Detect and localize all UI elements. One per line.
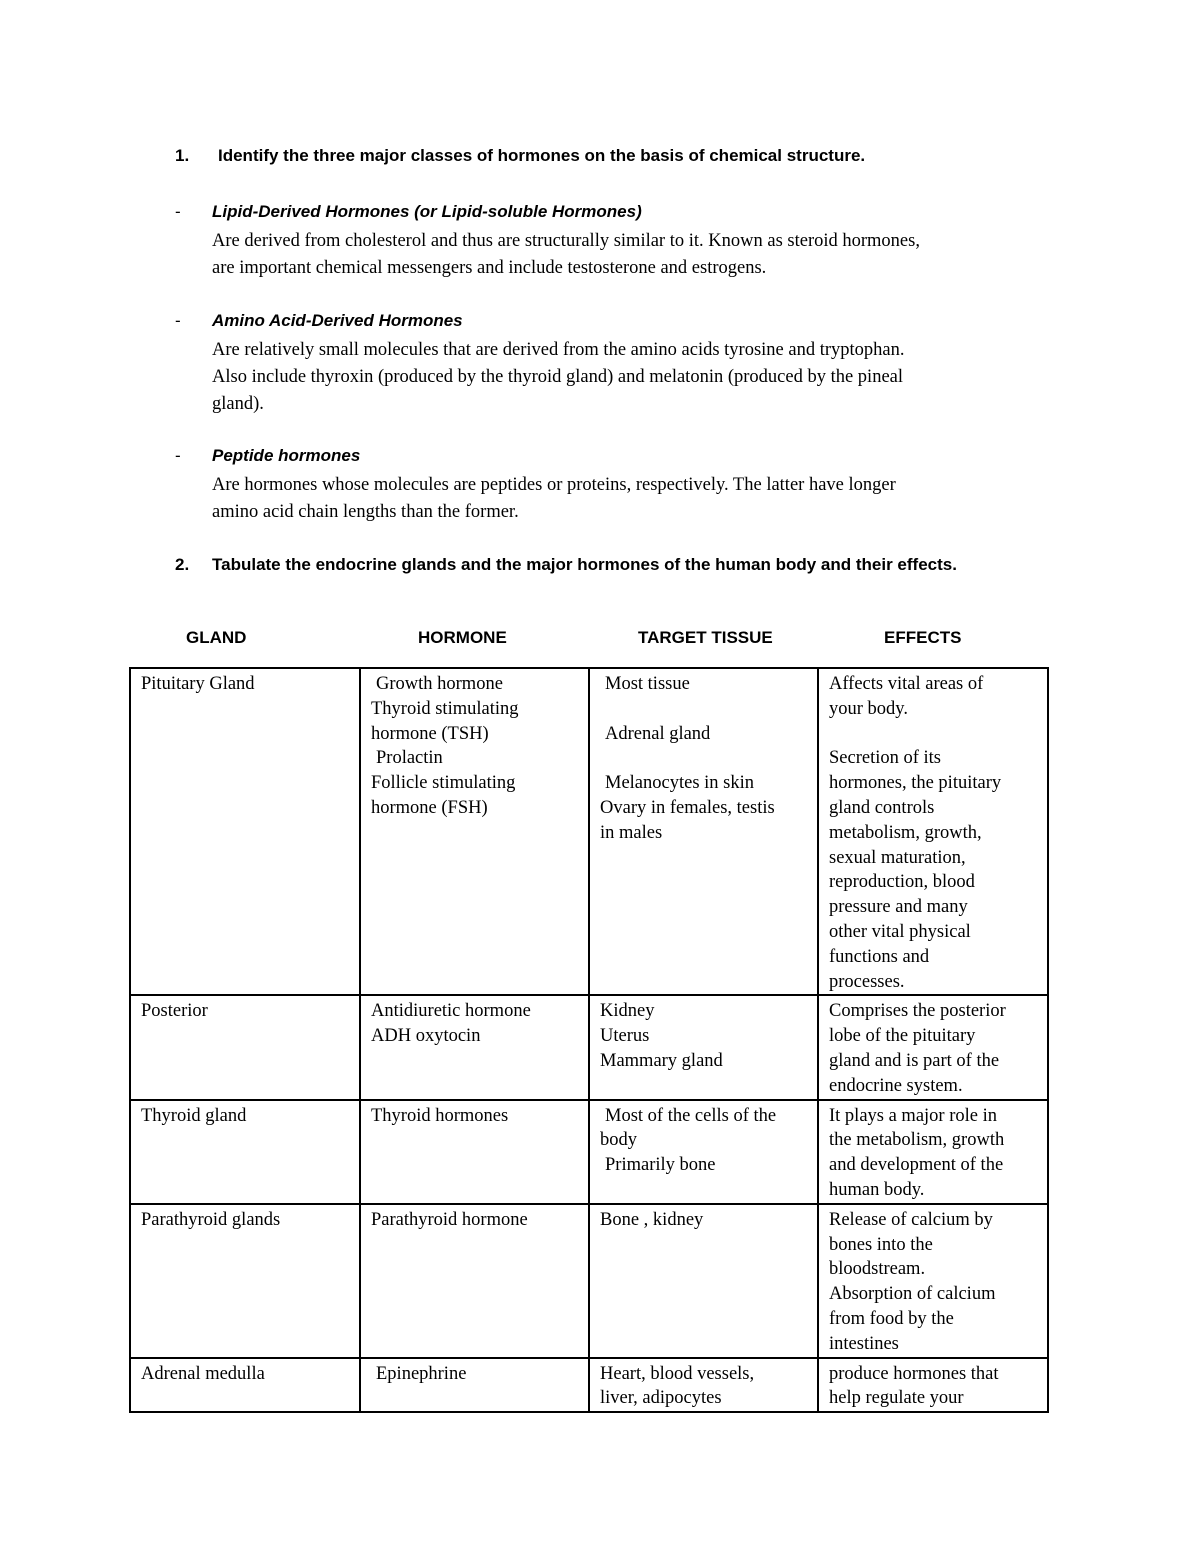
table-row — [130, 668, 1048, 995]
description-line: Are relatively small molecules that are derived from the amino acids tyrosine and tryptophan. — [212, 340, 905, 360]
cell-line: Follicle stimulating — [371, 773, 516, 794]
cell-line: Pituitary Gland — [141, 674, 255, 694]
cell-line: Mammary gland — [600, 1050, 723, 1071]
cell-effects — [818, 668, 1048, 995]
cell-line: Adrenal medulla — [141, 1363, 265, 1384]
cell-line: intestines — [829, 1333, 899, 1354]
cell-effects — [818, 1100, 1048, 1204]
cell-hormone — [360, 668, 589, 995]
cell-gland — [130, 1204, 360, 1358]
list-dash: - — [175, 311, 181, 330]
column-header-target-tissue: TARGET TISSUE — [638, 628, 773, 647]
cell-line: Melanocytes in skin — [605, 773, 755, 794]
class-heading: Amino Acid-Derived Hormones — [212, 311, 463, 330]
question-2-number: 2. — [175, 555, 190, 574]
cell-line: Parathyroid glands — [141, 1209, 281, 1230]
cell-line: Most tissue — [605, 674, 690, 694]
cell-line: reproduction, blood — [829, 872, 975, 893]
cell-line: hormone (FSH) — [371, 797, 488, 818]
endocrine-glands-table — [129, 667, 1049, 1413]
cell-effects — [818, 1358, 1048, 1413]
cell-line: Affects vital areas of — [829, 674, 984, 694]
cell-line: human body. — [829, 1179, 925, 1200]
cell-line: Primarily bone — [605, 1155, 716, 1176]
cell-line: and development of the — [829, 1155, 1004, 1176]
cell-hormone — [360, 1100, 589, 1204]
cell-line: hormones, the pituitary — [829, 773, 1002, 794]
cell-line: from food by the — [829, 1308, 954, 1329]
cell-line: Release of calcium by — [829, 1209, 993, 1230]
cell-line: functions and — [829, 946, 930, 967]
cell-line: your body. — [829, 698, 908, 719]
description-line: are important chemical messengers and include testosterone and estrogens. — [212, 258, 767, 278]
cell-effects — [818, 1204, 1048, 1358]
cell-line: Epinephrine — [376, 1363, 467, 1384]
cell-target-tissue — [589, 995, 818, 1099]
cell-line: Thyroid hormones — [371, 1105, 509, 1126]
class-description — [212, 337, 1062, 418]
table-row — [130, 995, 1048, 1099]
cell-line: Comprises the posterior — [829, 1001, 1006, 1022]
cell-line — [600, 697, 807, 722]
cell-line: in males — [600, 822, 663, 843]
cell-line: Kidney — [600, 1001, 655, 1022]
class-heading: Lipid-Derived Hormones (or Lipid-soluble Hormones) — [212, 202, 642, 221]
cell-line: processes. — [829, 971, 905, 992]
list-dash: - — [175, 202, 181, 221]
cell-gland — [130, 668, 360, 995]
cell-gland — [130, 995, 360, 1099]
cell-line: pressure and many — [829, 897, 968, 918]
class-description — [212, 472, 1062, 526]
cell-line: produce hormones that — [829, 1363, 999, 1384]
cell-line: Secretion of its — [829, 748, 942, 769]
cell-line: bloodstream. — [829, 1259, 926, 1280]
cell-line: endocrine system. — [829, 1075, 963, 1096]
cell-gland — [130, 1100, 360, 1204]
cell-target-tissue — [589, 1100, 818, 1204]
cell-line: Posterior — [141, 1001, 208, 1022]
description-line: Are hormones whose molecules are peptides or proteins, respectively. The latter have longer — [212, 475, 896, 495]
table-row — [130, 1100, 1048, 1204]
cell-line: Most of the cells of the — [605, 1105, 777, 1126]
column-header-hormone: HORMONE — [418, 628, 507, 647]
cell-line: Antidiuretic hormone — [371, 1001, 531, 1022]
cell-target-tissue — [589, 1204, 818, 1358]
cell-line: Thyroid stimulating — [371, 698, 519, 719]
cell-line: body — [600, 1130, 637, 1151]
column-header-gland: GLAND — [186, 628, 247, 647]
class-heading: Peptide hormones — [212, 446, 361, 465]
cell-line: help regulate your — [829, 1388, 964, 1409]
cell-line: liver, adipocytes — [600, 1388, 722, 1409]
description-line: amino acid chain lengths than the former. — [212, 502, 519, 522]
cell-line: other vital physical — [829, 921, 971, 942]
cell-hormone — [360, 1358, 589, 1413]
table-row — [130, 1358, 1048, 1413]
cell-line: Heart, blood vessels, — [600, 1363, 755, 1384]
list-dash: - — [175, 446, 181, 465]
cell-line — [829, 722, 1037, 747]
column-header-effects: EFFECTS — [884, 628, 962, 647]
cell-effects — [818, 995, 1048, 1099]
description-line: gland). — [212, 394, 264, 414]
cell-line: gland controls — [829, 797, 935, 818]
cell-gland — [130, 1358, 360, 1413]
cell-line: Bone , kidney — [600, 1209, 704, 1230]
cell-line: the metabolism, growth — [829, 1130, 1005, 1151]
question-2-text: Tabulate the endocrine glands and the major hormones of the human body and their effects. — [212, 555, 957, 574]
cell-line: Absorption of calcium — [829, 1284, 996, 1305]
cell-line: Uterus — [600, 1026, 650, 1047]
question-1-number: 1. — [175, 146, 190, 165]
cell-line: Prolactin — [376, 748, 443, 769]
description-line: Also include thyroxin (produced by the thyroid gland) and melatonin (produced by the pineal — [212, 367, 904, 387]
cell-line: sexual maturation, — [829, 847, 966, 868]
table-row — [130, 1204, 1048, 1358]
cell-line: Thyroid gland — [141, 1105, 247, 1126]
cell-line: Parathyroid hormone — [371, 1209, 528, 1230]
cell-line: Ovary in females, testis — [600, 797, 775, 818]
cell-line: ADH oxytocin — [371, 1026, 481, 1047]
cell-line: hormone (TSH) — [371, 723, 489, 744]
cell-line: Adrenal gland — [605, 723, 711, 744]
cell-hormone — [360, 1204, 589, 1358]
cell-line: It plays a major role in — [829, 1105, 997, 1126]
cell-line — [600, 746, 807, 771]
cell-line: gland and is part of the — [829, 1050, 1000, 1071]
question-1-text: Identify the three major classes of hormones on the basis of chemical structure. — [218, 146, 866, 165]
cell-line: Growth hormone — [376, 674, 503, 694]
cell-target-tissue — [589, 668, 818, 995]
cell-line: lobe of the pituitary — [829, 1026, 976, 1047]
description-line: Are derived from cholesterol and thus are structurally similar to it. Known as steroid hormones, — [212, 231, 920, 251]
cell-line: bones into the — [829, 1234, 933, 1255]
cell-hormone — [360, 995, 589, 1099]
cell-target-tissue — [589, 1358, 818, 1413]
cell-line: metabolism, growth, — [829, 822, 982, 843]
class-description — [212, 228, 1062, 282]
